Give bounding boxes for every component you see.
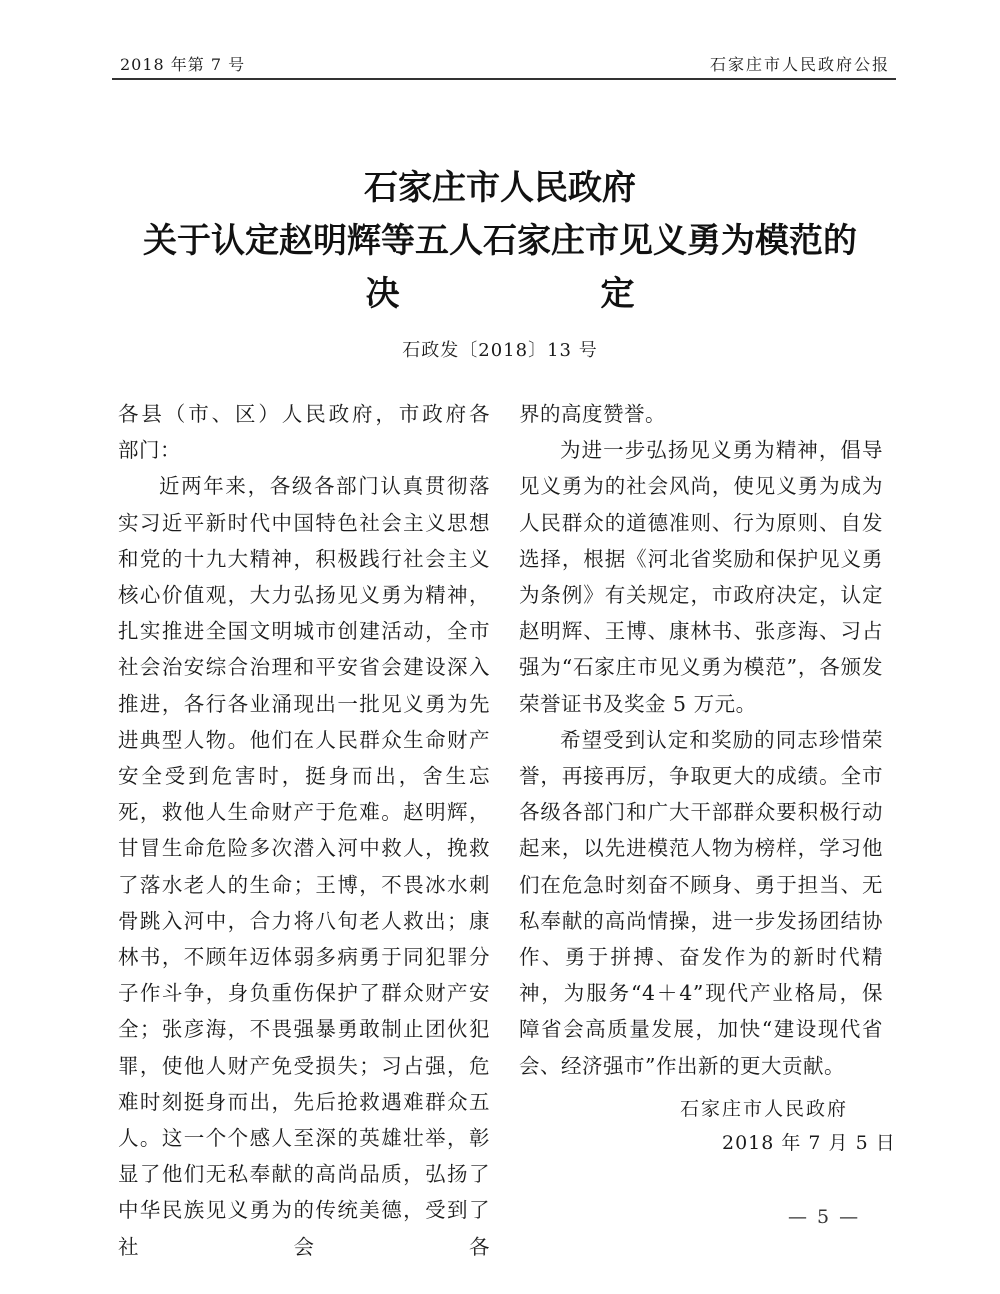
title-word-ding: 定: [600, 274, 635, 314]
publication-name: 石家庄市人民政府公报: [709, 55, 890, 74]
paragraph-1: 近两年来，各级各部门认真贯彻落实习近平新时代中国特色社会主义思想和党的十九大精神，积极践行社会主义核心价值观，大力弘扬见义勇为精神，扎实推进全国文明城市创建活动，全市社会治安综合治理和平安省会建设深入推进，各行各业涌现出一批见义勇为先进典型人物。他们在人民群众生命财产安全受到危害时，挺身而出，舍生忘死，救他人生命财产于危难。赵明辉，甘冒生命危险多次潜入河中救人，挽救了落水老人的生命；王博，不畏冰水刺骨跳入河中，合力将八旬老人救出；康林书，不顾年迈体弱多病勇于同犯罪分子作斗争，身负重伤保护了群众财产安全；张彦海，不畏强暴勇敢制止团伙犯罪，使他人财产免受损失；习占强，危难时刻挺身而出，先后抢救遇难群众五人。这一个个感人至深的英雄壮举，彰显了他们无私奉献的高尚品质，弘扬了中华民族见义勇为的传统美德，受到了社会各: [118, 474, 490, 1259]
running-header: [112, 48, 896, 80]
signature-date: 2018 年 7 月 5 日: [722, 1132, 896, 1154]
paragraph-3: 希望受到认定和奖励的同志珍惜荣誉，再接再厉，争取更大的成绩。全市各级各部门和广大干部群众要积极行动起来，以先进模范人物为榜样，学习他们在危急时刻奋不顾身、勇于担当、无私奉献的高尚情操，进一步发扬团结协作、勇于拼搏、奋发作为的新时代精神，为服务“4＋4”现代产业格局，保障省会高质量发展，加快“建设现代省会、经济强市”作出新的更大贡献。: [519, 727, 883, 1078]
title-line-1: 石家庄市人民政府: [364, 168, 636, 208]
issue-label: 2018 年第 7 号: [120, 55, 246, 74]
document-title: [0, 162, 1000, 321]
salutation-line-1: 各县（市、区）人民政府，市政府各: [118, 402, 490, 426]
signature-issuer: 石家庄市人民政府: [680, 1098, 849, 1120]
body-column-left: [118, 396, 490, 1265]
paragraph-2: 为进一步弘扬见义勇为精神，倡导见义勇为的社会风尚，使见义勇为成为人民群众的道德准则、行为原则、自发选择，根据《河北省奖励和保护见义勇为条例》有关规定，市政府决定，认定赵明辉、王博、康林书、张彦海、习占强为“石家庄市见义勇为模范”，各颁发荣誉证书及奖金 5 万元。: [519, 438, 883, 716]
title-line-2: 关于认定赵明辉等五人石家庄市见义勇为模范的: [143, 221, 857, 261]
paragraph-1-continued: 界的高度赞誉。: [519, 402, 666, 426]
salutation-line-2: 部门：: [118, 438, 181, 463]
title-line-3: [0, 268, 1000, 321]
title-word-jue: 决: [365, 274, 400, 314]
document-number: 石政发〔2018〕13 号: [402, 340, 598, 361]
page-number: — 5 —: [788, 1206, 861, 1228]
body-column-right: [519, 396, 883, 1084]
